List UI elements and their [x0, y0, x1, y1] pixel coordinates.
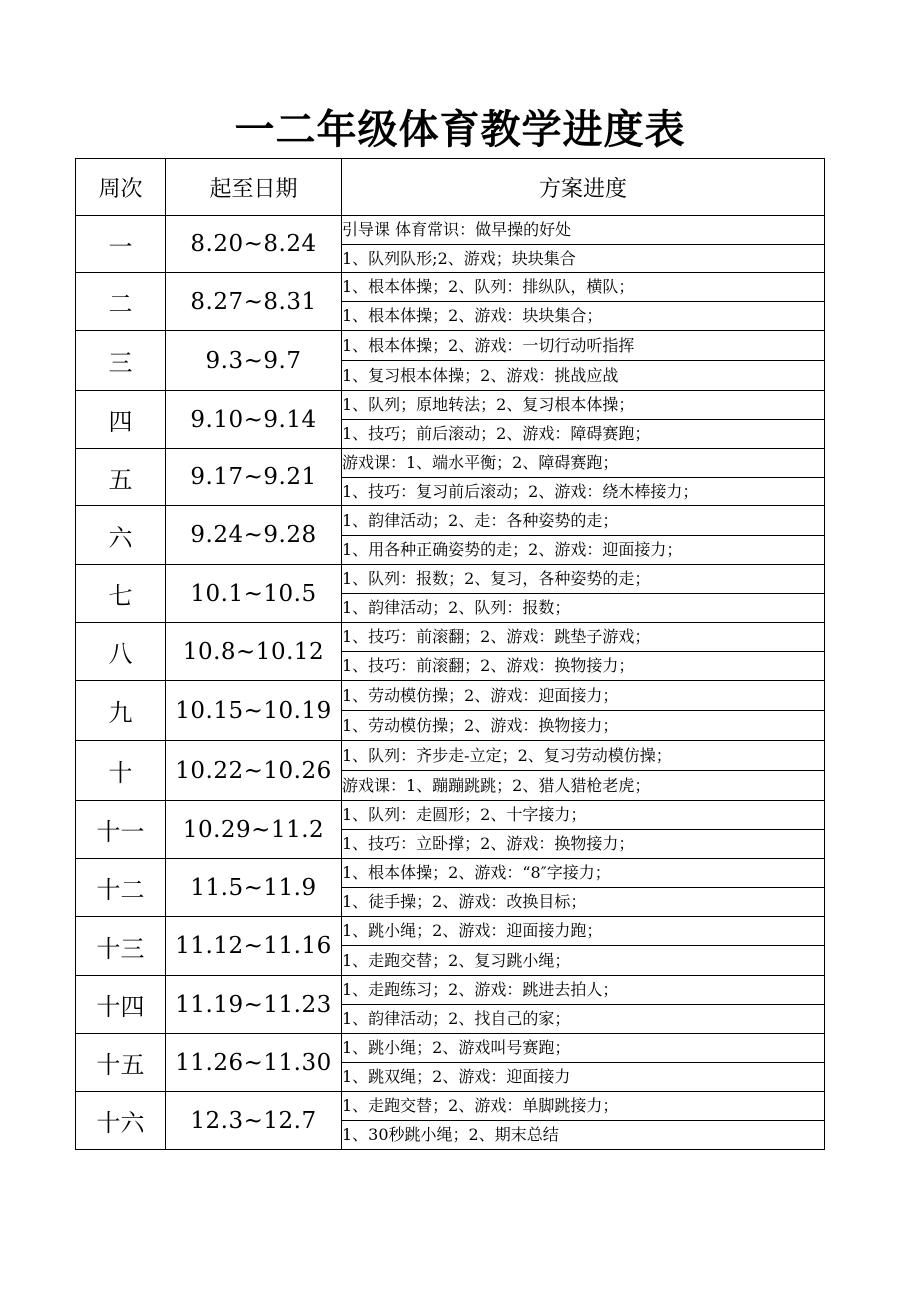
plan-cell: 1、技巧：前滚翻；2、游戏：换物接力；	[342, 652, 825, 681]
table-body	[76, 216, 825, 1150]
week-cell: 十二	[76, 859, 166, 917]
date-range-cell: 10.22~10.26	[166, 741, 342, 801]
plan-cell: 1、队列队形;2、游戏；块块集合	[342, 245, 825, 273]
date-range-cell: 11.26~11.30	[166, 1034, 342, 1092]
plan-cell: 1、走跑练习；2、游戏：跳进去拍人；	[342, 976, 825, 1005]
plan-cell: 引导课 体育常识：做早操的好处	[342, 216, 825, 245]
table-row	[76, 623, 825, 652]
plan-cell: 游戏课：1、端水平衡；2、障碍赛跑；	[342, 449, 825, 478]
plan-cell: 1、30秒跳小绳；2、期末总结	[342, 1121, 825, 1150]
plan-cell: 1、队列：齐步走-立定；2、复习劳动模仿操；	[342, 741, 825, 771]
date-range-cell: 11.12~11.16	[166, 917, 342, 976]
plan-cell: 1、劳动模仿操；2、游戏：换物接力；	[342, 711, 825, 741]
plan-cell: 1、用各种正确姿势的走；2、游戏：迎面接力；	[342, 536, 825, 565]
plan-cell: 1、走跑交替；2、复习跳小绳；	[342, 946, 825, 976]
date-range-cell: 9.17~9.21	[166, 449, 342, 506]
plan-cell: 1、根本体操；2、队列：排纵队，横队；	[342, 273, 825, 302]
header-plan: 方案进度	[342, 159, 825, 216]
schedule-table	[75, 158, 825, 1150]
plan-cell: 1、跳小绳；2、游戏：迎面接力跑；	[342, 917, 825, 946]
header-dates: 起至日期	[166, 159, 342, 216]
table-row	[76, 273, 825, 302]
week-cell: 十	[76, 741, 166, 801]
plan-cell: 1、跳双绳；2、游戏：迎面接力	[342, 1063, 825, 1092]
plan-cell: 1、复习根本体操；2、游戏：挑战应战	[342, 361, 825, 391]
week-cell: 五	[76, 449, 166, 506]
table-row	[76, 565, 825, 594]
plan-cell: 1、队列；原地转法；2、复习根本体操；	[342, 391, 825, 420]
date-range-cell: 10.29~11.2	[166, 801, 342, 859]
table-row	[76, 976, 825, 1005]
plan-cell: 1、韵律活动；2、找自己的家；	[342, 1005, 825, 1034]
date-range-cell: 10.1~10.5	[166, 565, 342, 623]
date-range-cell: 11.19~11.23	[166, 976, 342, 1034]
table-row	[76, 681, 825, 711]
plan-cell: 1、队列：报数；2、复习，各种姿势的走；	[342, 565, 825, 594]
plan-cell: 1、韵律活动；2、队列：报数；	[342, 594, 825, 623]
week-cell: 十五	[76, 1034, 166, 1092]
week-cell: 七	[76, 565, 166, 623]
plan-cell: 1、根本体操；2、游戏：块块集合；	[342, 302, 825, 331]
date-range-cell: 8.20~8.24	[166, 216, 342, 273]
plan-cell: 1、劳动模仿操；2、游戏：迎面接力；	[342, 681, 825, 711]
week-cell: 一	[76, 216, 166, 273]
date-range-cell: 10.15~10.19	[166, 681, 342, 741]
week-cell: 四	[76, 391, 166, 449]
plan-cell: 游戏课：1、蹦蹦跳跳；2、猎人猎枪老虎；	[342, 771, 825, 801]
table-row	[76, 331, 825, 361]
plan-cell: 1、技巧；前后滚动；2、游戏：障碍赛跑；	[342, 420, 825, 449]
week-cell: 十六	[76, 1092, 166, 1150]
table-row	[76, 1034, 825, 1063]
table-row	[76, 1092, 825, 1121]
page-title: 一二年级体育教学进度表	[234, 107, 686, 153]
table-row	[76, 449, 825, 478]
date-range-cell: 10.8~10.12	[166, 623, 342, 681]
plan-cell: 1、根本体操；2、游戏：一切行动听指挥	[342, 331, 825, 361]
week-cell: 六	[76, 506, 166, 565]
table-header-row	[76, 159, 825, 216]
date-range-cell: 9.3~9.7	[166, 331, 342, 391]
week-cell: 十一	[76, 801, 166, 859]
week-cell: 九	[76, 681, 166, 741]
date-range-cell: 11.5~11.9	[166, 859, 342, 917]
week-cell: 二	[76, 273, 166, 331]
date-range-cell: 9.24~9.28	[166, 506, 342, 565]
plan-cell: 1、根本体操；2、游戏：“8″字接力；	[342, 859, 825, 888]
week-cell: 八	[76, 623, 166, 681]
week-cell: 十三	[76, 917, 166, 976]
plan-cell: 1、韵律活动；2、走：各种姿势的走；	[342, 506, 825, 536]
plan-cell: 1、队列：走圆形；2、十字接力；	[342, 801, 825, 830]
table-row	[76, 859, 825, 888]
header-week: 周次	[76, 159, 166, 216]
table-row	[76, 216, 825, 245]
table-row	[76, 801, 825, 830]
table-row	[76, 741, 825, 771]
date-range-cell: 12.3~12.7	[166, 1092, 342, 1150]
plan-cell: 1、技巧：复习前后滚动；2、游戏：绕木棒接力；	[342, 478, 825, 506]
plan-cell: 1、徒手操；2、游戏：改换目标；	[342, 888, 825, 917]
table-row	[76, 391, 825, 420]
plan-cell: 1、走跑交替；2、游戏：单脚跳接力；	[342, 1092, 825, 1121]
week-cell: 三	[76, 331, 166, 391]
table-row	[76, 506, 825, 536]
date-range-cell: 9.10~9.14	[166, 391, 342, 449]
table-row	[76, 917, 825, 946]
date-range-cell: 8.27~8.31	[166, 273, 342, 331]
plan-cell: 1、跳小绳；2、游戏叫号赛跑；	[342, 1034, 825, 1063]
week-cell: 十四	[76, 976, 166, 1034]
plan-cell: 1、技巧：立卧撑；2、游戏：换物接力；	[342, 830, 825, 859]
plan-cell: 1、技巧：前滚翻；2、游戏：跳垫子游戏；	[342, 623, 825, 652]
